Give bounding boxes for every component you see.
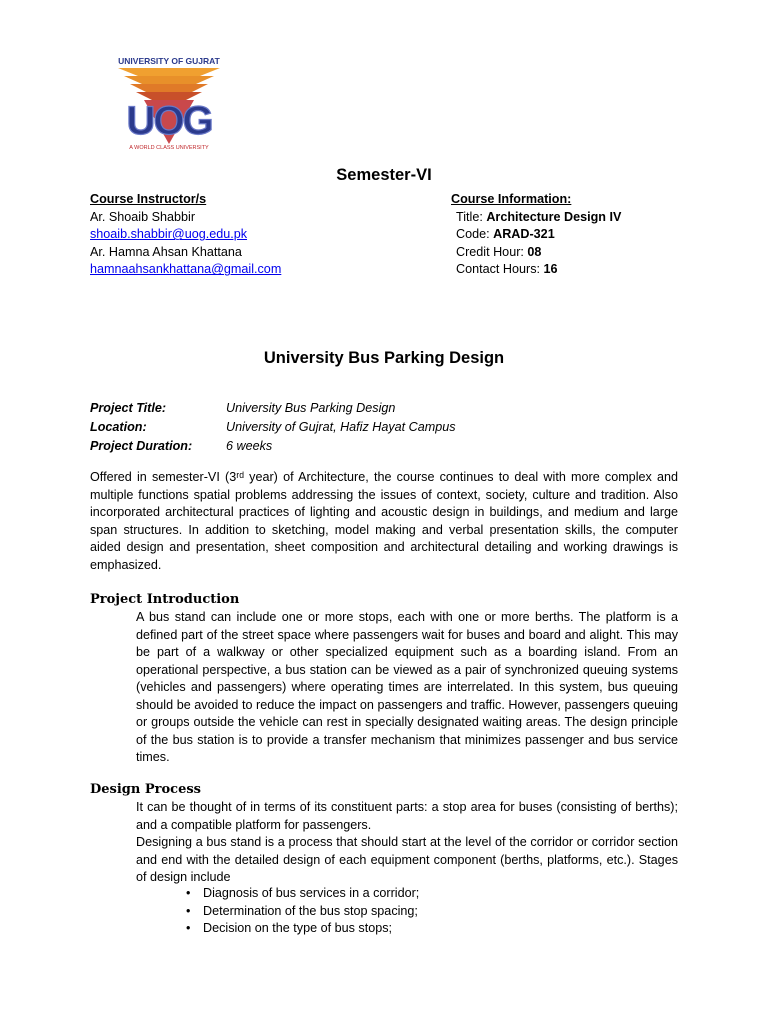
course-credit-hour: Credit Hour: 08 bbox=[456, 244, 542, 259]
list-item: • Determination of the bus stop spacing; bbox=[186, 903, 418, 918]
project-title-row bbox=[90, 399, 456, 418]
logo-letters: UOG bbox=[126, 99, 212, 143]
project-duration-label: Project Duration: bbox=[90, 439, 193, 453]
intro-heading: Project Introduction bbox=[90, 592, 240, 607]
project-location-value: University of Gujrat, Hafiz Hayat Campus bbox=[226, 420, 456, 434]
instructor-email-1[interactable]: shoaib.shabbir@uog.edu.pk bbox=[90, 227, 248, 242]
project-location-row bbox=[90, 418, 456, 437]
process-paragraph-1: It can be thought of in terms of its constituent parts: a stop area for buses (consisting of berths); and a compatible platform for passengers. bbox=[136, 800, 678, 832]
course-info-heading: Course Information: bbox=[451, 192, 572, 206]
instructors-block bbox=[90, 191, 281, 279]
course-overview-paragraph: Offered in semester-VI (3ʳᵈ year) of Architecture, the course continues to deal with more complex and multiple functions spatial problems addressing the issues of context, society, culture and tradition. Also incorporated architectural practices of lighting and acoustic design in buildings, and medium and large span structures. In addition to sketching, model making and verbal presentation skills, the computer aided design and presentation, sheet composition and architectural detailing and working drawings is emphasized. bbox=[90, 470, 678, 572]
project-title-label: Project Title: bbox=[90, 401, 167, 415]
instructor-name-1: Ar. Shoaib Shabbir bbox=[90, 209, 196, 224]
course-info-block bbox=[451, 191, 621, 279]
intro-paragraph: A bus stand can include one or more stops, each with one or more berths. The platform is a defined part of the street space where passengers wait for buses and board and alight. This may be part of a walkway or other specialized equipment such as a boarding island. From an operational perspective, a bus station can be viewed as a pair of synchronized queuing systems (vehicles and passengers) where operating times are interrelated. In this system, bus queuing should be avoided to reduce the impact on passengers and traffic. However, passengers queuing or groups outside the vehicle can rest in specially designated waiting areas. The design principle of the bus station is to provide a transfer mechanism that minimizes passenger and bus service times. bbox=[136, 610, 678, 764]
project-location-label: Location: bbox=[90, 420, 147, 434]
course-title: Title: Architecture Design IV bbox=[456, 209, 622, 224]
university-logo bbox=[104, 54, 234, 154]
project-main-title: University Bus Parking Design bbox=[263, 349, 505, 367]
project-duration-value: 6 weeks bbox=[226, 439, 273, 453]
project-title-value: University Bus Parking Design bbox=[226, 401, 396, 415]
design-stages-list bbox=[186, 885, 419, 938]
logo-tagline: A WORLD CLASS UNIVERSITY bbox=[129, 145, 209, 151]
logo-top-text: UNIVERSITY OF GUJRAT bbox=[118, 56, 220, 66]
process-heading: Design Process bbox=[90, 782, 201, 797]
instructor-name-2: Ar. Hamna Ahsan Khattana bbox=[90, 244, 242, 259]
course-contact-hours: Contact Hours: 16 bbox=[456, 262, 558, 277]
list-item: • Diagnosis of bus services in a corridor; bbox=[186, 886, 420, 900]
instructor-email-2[interactable]: hamnaahsankhattana@gmail.com bbox=[90, 262, 282, 277]
list-item: • Decision on the type of bus stops; bbox=[186, 921, 393, 935]
project-info bbox=[90, 399, 456, 456]
process-paragraph-2: Designing a bus stand is a process that should start at the level of the corridor or corridor section and end with the detailed design of each equipment component (berths, platforms, etc.). Stages of design include bbox=[136, 835, 678, 884]
semester-title: Semester-VI bbox=[336, 166, 432, 184]
project-duration-row bbox=[90, 437, 456, 456]
instructors-heading: Course Instructor/s bbox=[90, 192, 207, 206]
course-code: Code: ARAD-321 bbox=[456, 227, 555, 242]
